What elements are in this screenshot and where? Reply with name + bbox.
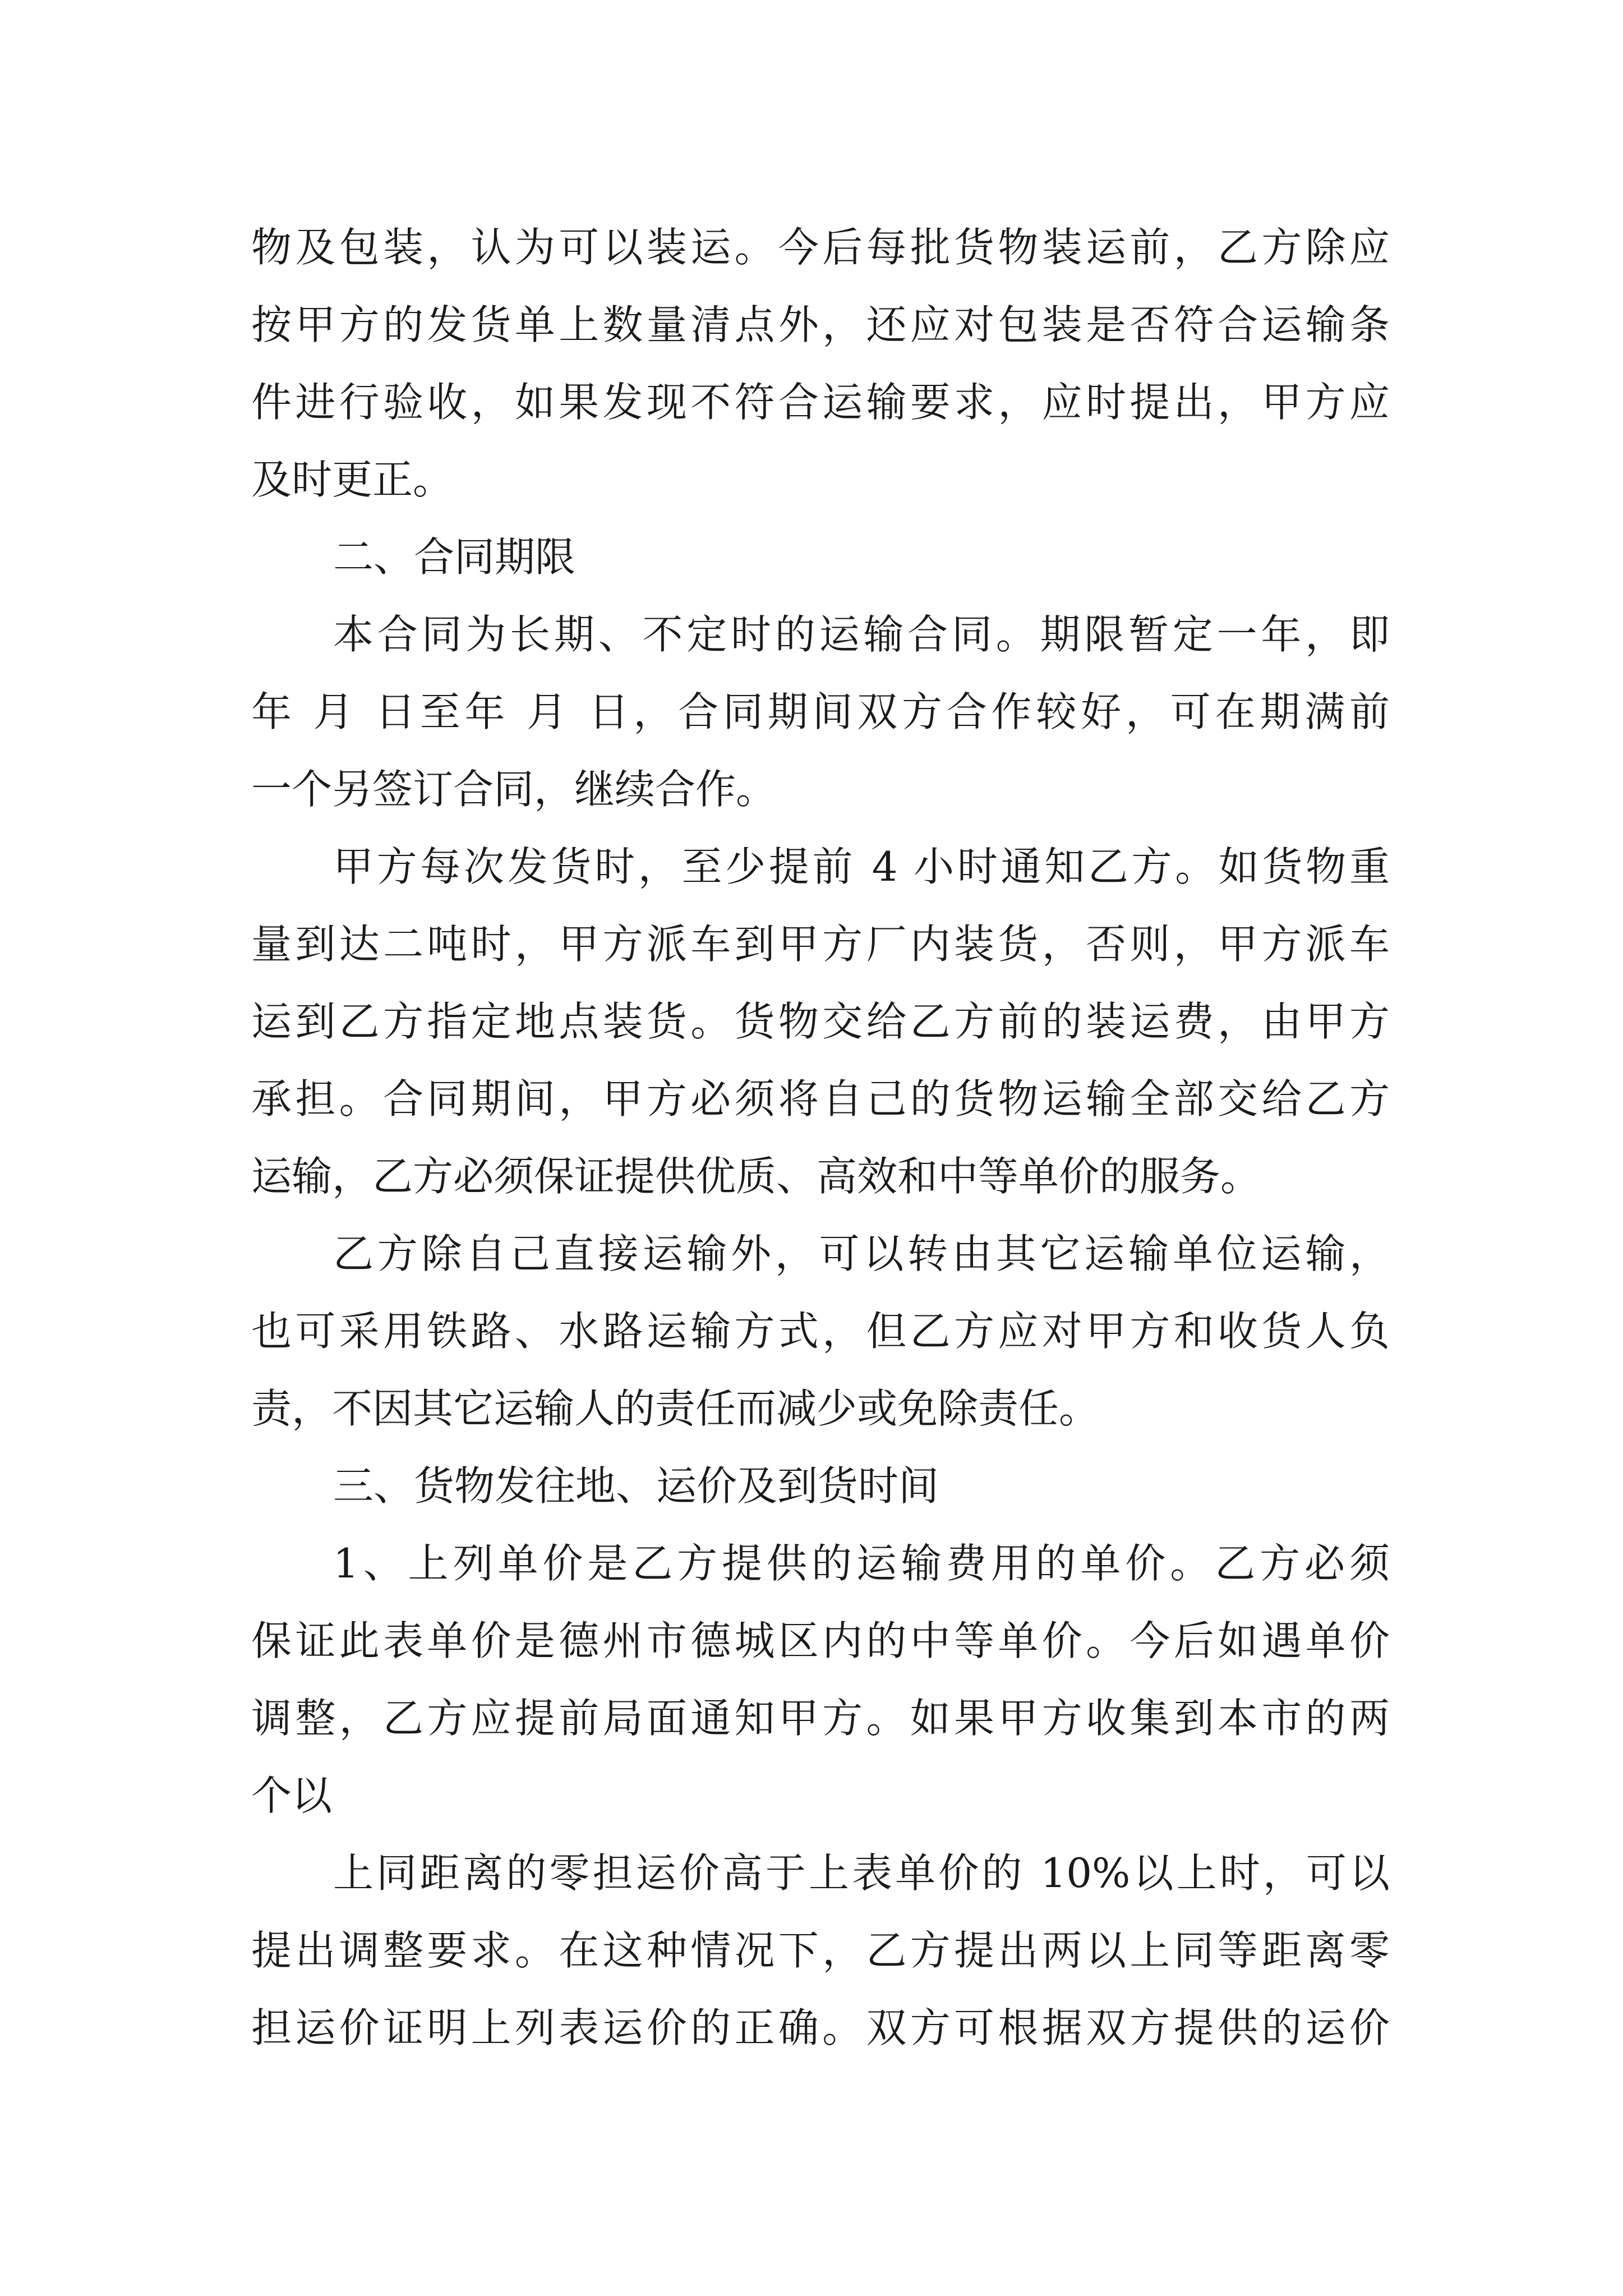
text-line: 件进行验收，如果发现不符合运输要求，应时提出，甲方应 [251,379,1390,426]
text-line: 个以 [251,1772,333,1819]
text-line: 上同距离的零担运价高于上表单价的 10%以上时，可以 [333,1849,1390,1897]
text-line: 调整，乙方应提前局面通知甲方。如果甲方收集到本市的两 [251,1695,1390,1742]
text-line: 量到达二吨时，甲方派车到甲方厂内装货，否则，甲方派车 [251,921,1390,968]
text-line: 保证此表单价是德州市德城区内的中等单价。今后如遇单价 [251,1617,1390,1664]
text-line: 按甲方的发货单上数量清点外，还应对包装是否符合运输条 [251,301,1390,348]
section-heading-destination-freight: 三、货物发往地、运价及到货时间 [333,1462,939,1510]
text-line: 运输，乙方必须保证提供优质、高效和中等单价的服务。 [251,1153,1261,1200]
text-line: 责，不因其它运输人的责任而减少或免除责任。 [251,1385,1100,1432]
text-line: 担运价证明上列表运价的正确。双方可根据双方提供的运价 [251,2004,1390,2051]
text-line: 承担。合同期间，甲方必须将自己的货物运输全部交给乙方 [251,1075,1390,1122]
text-line: 运到乙方指定地点装货。货物交给乙方前的装运费，由甲方 [251,998,1390,1045]
text-line: 也可采用铁路、水路运输方式，但乙方应对甲方和收货人负 [251,1308,1390,1355]
text-line: 1、上列单价是乙方提供的运输费用的单价。乙方必须 [333,1540,1390,1587]
text-line: 本合同为长期、不定时的运输合同。期限暂定一年，即 [333,611,1390,658]
text-line: 及时更正。 [251,456,454,503]
text-line: 一个另签订合同，继续合作。 [251,766,777,813]
section-heading-contract-term: 二、合同期限 [333,533,576,581]
text-line: 物及包装，认为可以装运。今后每批货物装运前，乙方除应 [251,224,1390,271]
text-line: 甲方每次发货时，至少提前 4 小时通知乙方。如货物重 [333,843,1390,890]
text-line: 乙方除自己直接运输外，可以转由其它运输单位运输， [333,1230,1390,1277]
contract-text-body [251,209,1390,2067]
text-line: 年 月 日至年 月 日，合同期间双方合作较好，可在期满前 [251,688,1390,735]
text-line: 提出调整要求。在这种情况下，乙方提出两以上同等距离零 [251,1927,1390,1974]
